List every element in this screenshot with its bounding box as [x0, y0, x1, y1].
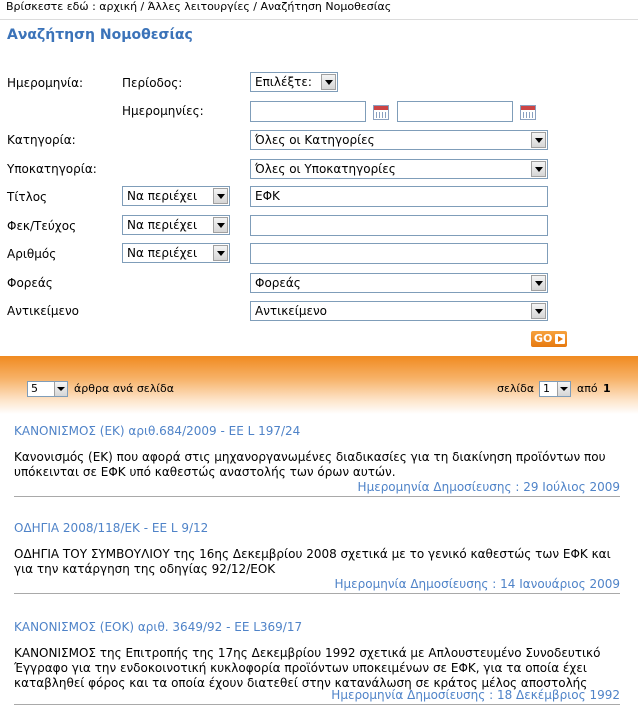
chevron-down-icon [557, 382, 570, 396]
chevron-down-icon [213, 188, 228, 204]
page-title: Αναζήτηση Νομοθεσίας [7, 27, 193, 43]
subject-label: Αντικείμενο [7, 304, 79, 318]
title-input[interactable]: ΕΦΚ [250, 186, 548, 207]
go-button[interactable] [531, 331, 567, 347]
agency-select[interactable] [250, 273, 548, 293]
fek-input[interactable] [250, 215, 548, 236]
title-match-select[interactable] [122, 186, 230, 206]
chevron-down-icon [321, 74, 336, 90]
number-label: Αριθμός [7, 247, 57, 261]
subject-select[interactable] [250, 301, 548, 321]
per-page-value: 5 [31, 382, 38, 395]
title-match-value: Να περιέχει [127, 189, 198, 203]
subcategory-select[interactable] [250, 159, 548, 179]
date-label: Ημερομηνία: [7, 76, 84, 90]
chevron-down-icon [531, 132, 546, 148]
arrow-right-icon [555, 334, 565, 344]
result-date: Ημερομηνία Δημοσίευσης : 14 Ιανουάριος 2009 [334, 577, 620, 591]
subcategory-label: Υποκατηγορία: [7, 162, 97, 176]
subcategory-select-value: Όλες οι Υποκατηγορίες [255, 162, 396, 176]
fek-match-value: Να περιέχει [127, 218, 198, 232]
result-title-link[interactable]: ΚΑΝΟΝΙΣΜΟΣ (ΕΟΚ) αριθ. 3649/92 - ΕΕ L369/17 [14, 620, 303, 634]
category-label: Κατηγορία: [7, 133, 76, 147]
period-select-value: Επιλέξτε: [255, 75, 312, 89]
result-date: Ημερομηνία Δημοσίευσης : 18 Δεκέμβριος 1992 [331, 688, 620, 702]
period-label: Περίοδος: [122, 76, 183, 90]
chevron-down-icon [531, 303, 546, 319]
chevron-down-icon [54, 382, 67, 396]
fek-label: Φεκ/Τεύχος [7, 219, 77, 233]
result-divider [14, 704, 620, 705]
subject-select-value: Αντικείμενο [255, 304, 327, 318]
of-label: από [577, 382, 598, 395]
chevron-down-icon [213, 245, 228, 261]
chevron-down-icon [531, 161, 546, 177]
fek-match-select[interactable] [122, 215, 230, 235]
total-pages: 1 [603, 382, 611, 395]
title-label: Τίτλος [7, 190, 48, 204]
dates-label: Ημερομηνίες: [122, 104, 204, 118]
calendar-icon[interactable] [520, 105, 536, 120]
agency-select-value: Φορεάς [255, 276, 301, 290]
result-summary: Κανονισμός (ΕΚ) που αφορά στις μηχανοργανωμένες διαδικασίες για τη διακίνηση προϊόντων που υπόκεινται σε ΕΦΚ υπό καθεστώς αναστολής των όρων αυτών. [14, 450, 606, 479]
breadcrumb[interactable]: Βρίσκεστε εδώ : αρχική / Άλλες λειτουργίες / Αναζήτηση Νομοθεσίας [6, 0, 392, 13]
category-select[interactable] [250, 130, 548, 150]
chevron-down-icon [531, 275, 546, 291]
page-label: σελίδα [497, 382, 535, 395]
result-summary: ΟΔΗΓΙΑ ΤΟΥ ΣΥΜΒΟΥΛΙΟΥ της 16ης Δεκεμβρίου 2008 σχετικά με το γενικό καθεστώς των ΕΦΚ και για την κατάργηση της οδηγίας 92/12/ΕΟΚ [14, 547, 611, 576]
agency-label: Φορεάς [7, 276, 53, 290]
breadcrumb-divider [0, 19, 638, 20]
number-input[interactable] [250, 243, 548, 264]
calendar-icon[interactable] [373, 105, 389, 120]
page-select[interactable] [539, 381, 571, 397]
chevron-down-icon [213, 217, 228, 233]
number-match-select[interactable] [122, 243, 230, 263]
result-divider [14, 593, 620, 594]
per-page-label: άρθρα ανά σελίδα [74, 382, 174, 395]
result-divider [14, 496, 620, 497]
page-select-value: 1 [543, 382, 550, 395]
result-title-link[interactable]: ΚΑΝΟΝΙΣΜΟΣ (ΕΚ) αριθ.684/2009 - ΕΕ L 197/24 [14, 424, 301, 438]
result-date: Ημερομηνία Δημοσίευσης : 29 Ιούλιος 2009 [357, 480, 620, 494]
result-title-link[interactable]: ΟΔΗΓΙΑ 2008/118/ΕΚ - ΕΕ L 9/12 [14, 521, 209, 535]
go-button-label: GO [534, 332, 553, 345]
number-match-value: Να περιέχει [127, 246, 198, 260]
category-select-value: Όλες οι Κατηγορίες [255, 133, 375, 147]
result-summary: ΚΑΝΟΝΙΣΜΟΣ της Επιτροπής της 17ης Δεκεμβρίου 1992 σχετικά με Απλουστευμένο Συνοδευτικό Έγγραφο για την ενδοκοινοτική κυκλοφορία προϊόντων υποκειμένων σε ΕΦΚ, για τα οποία έχει καταβληθεί φόρος και τα οποία έχουν διατεθεί στην κατανάλωση σε κράτος μέλος αποστολής [14, 646, 601, 690]
period-select[interactable] [250, 72, 338, 92]
date-to-input[interactable] [397, 101, 513, 122]
per-page-select[interactable] [27, 381, 68, 397]
date-from-input[interactable] [250, 101, 366, 122]
